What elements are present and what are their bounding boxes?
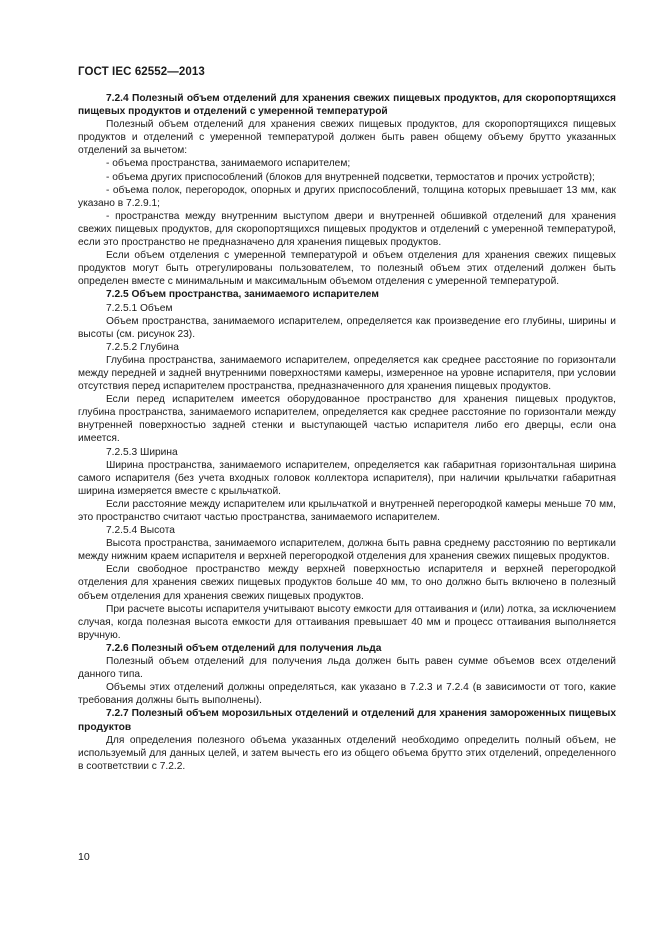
paragraph: Объем пространства, занимаемого испарителем, определяется как произведение его глубины, ширины и высоты (см. рисунок 23).: [78, 315, 616, 340]
list-item: - объема других приспособлений (блоков для внутренней подсветки, термостатов и прочих устройств);: [106, 171, 595, 183]
page-number: 10: [78, 851, 90, 863]
list-item: - объема полок, перегородок, опорных и других приспособлений, толщина которых превышает 13 мм, как указано в 7.2.9.1;: [78, 184, 616, 209]
section-heading: 7.2.5 Объем пространства, занимаемого испарителем: [106, 289, 379, 301]
subsection-heading: 7.2.5.4 Высота: [106, 525, 175, 537]
paragraph: Высота пространства, занимаемого испарителем, должна быть равна среднему расстоянию по вертикали между нижним краем испарителя и верхней перегородкой отделения для хранения свежих пищевых продуктов.: [78, 538, 616, 563]
paragraph: Полезный объем отделений для хранения свежих пищевых продуктов, для скоропортящихся пищевых продуктов и отделений с умеренной температурой должен быть равен общему объему брутто указанных отделений за вычетом:: [78, 119, 616, 157]
section-heading: 7.2.6 Полезный объем отделений для получения льда: [106, 642, 382, 654]
paragraph: Объемы этих отделений должны определяться, как указано в 7.2.3 и 7.2.4 (в зависимости от того, какие требования должны быть выполнены).: [78, 682, 616, 707]
paragraph: Ширина пространства, занимаемого испарителем, определяется как габаритная горизонтальная ширина самого испарителя (без учета входных головок коллектора испарителя), при наличии крыльчатки габаритная ширина измеряется вместе с крыльчаткой.: [78, 459, 616, 497]
paragraph: Если перед испарителем имеется оборудованное пространство для хранения пищевых продуктов, глубина пространства, занимаемого испарителем, определяется как среднее расстояние по горизонтали между внутренней поверхностью задней стенки и выступающей частью испарителя либо его дверцы, если она имеется.: [78, 394, 616, 445]
paragraph: Для определения полезного объема указанных отделений необходимо определить полный объем, не используемый для данных целей, и затем вычесть его из общего объема брутто этих отделений, определенного в соответствии с 7.2.2.: [78, 734, 616, 772]
paragraph: Полезный объем отделений для получения льда должен быть равен сумме объемов всех отделений данного типа.: [78, 656, 616, 681]
paragraph: Если расстояние между испарителем или крыльчаткой и внутренней перегородкой камеры меньше 70 мм, это пространство считают частью пространства, занимаемого испарителем.: [78, 498, 616, 523]
document-header: ГОСТ IEC 62552—2013: [78, 66, 205, 78]
paragraph: Если объем отделения с умеренной температурой и объем отделения для хранения свежих пищевых продуктов могут быть отрегулированы пользователем, то полезный объем этих отделений должен быть определен вместе с минимальным и максимальным объемом отделения с умеренной температурой.: [78, 250, 616, 288]
list-item: - объема пространства, занимаемого испарителем;: [106, 158, 351, 170]
paragraph: При расчете высоты испарителя учитывают высоту емкости для оттаивания и (или) лотка, за исключением случая, когда полезная высота емкости для оттаивания превышает 40 мм и процесс оттаивания выполняется вручную.: [78, 603, 616, 641]
section-heading: 7.2.4 Полезный объем отделений для хранения свежих пищевых продуктов, для скоропортящихся пищевых продуктов и отделений с умеренной температурой: [78, 93, 616, 118]
paragraph: Глубина пространства, занимаемого испарителем, определяется как среднее расстояние по горизонтали между передней и задней внутренними поверхностями камеры, измеренное на уровне испарителя, при условии отсутствия перед испарителем пространства, предназначенного для хранения пищевых продуктов.: [78, 354, 616, 393]
section-heading: 7.2.7 Полезный объем морозильных отделений и отделений для хранения замороженных пищевых продуктов: [78, 708, 616, 733]
document-body: [78, 92, 616, 773]
paragraph: Если свободное пространство между верхней поверхностью испарителя и верхней перегородкой отделения для хранения свежих пищевых продуктов больше 40 мм, то оно должно быть включено в полезный объем отделения для хранения свежих пищевых продуктов.: [78, 564, 616, 602]
subsection-heading: 7.2.5.3 Ширина: [106, 446, 178, 458]
list-item: - пространства между внутренним выступом двери и внутренней обшивкой отделений для хранения свежих пищевых продуктов, для скоропортящихся пищевых продуктов и отделений с умеренной температурой, если это пространство не предназначено для хранения пищевых продуктов.: [78, 210, 616, 249]
subsection-heading: 7.2.5.1 Объем: [106, 302, 173, 314]
subsection-heading: 7.2.5.2 Глубина: [106, 341, 179, 353]
